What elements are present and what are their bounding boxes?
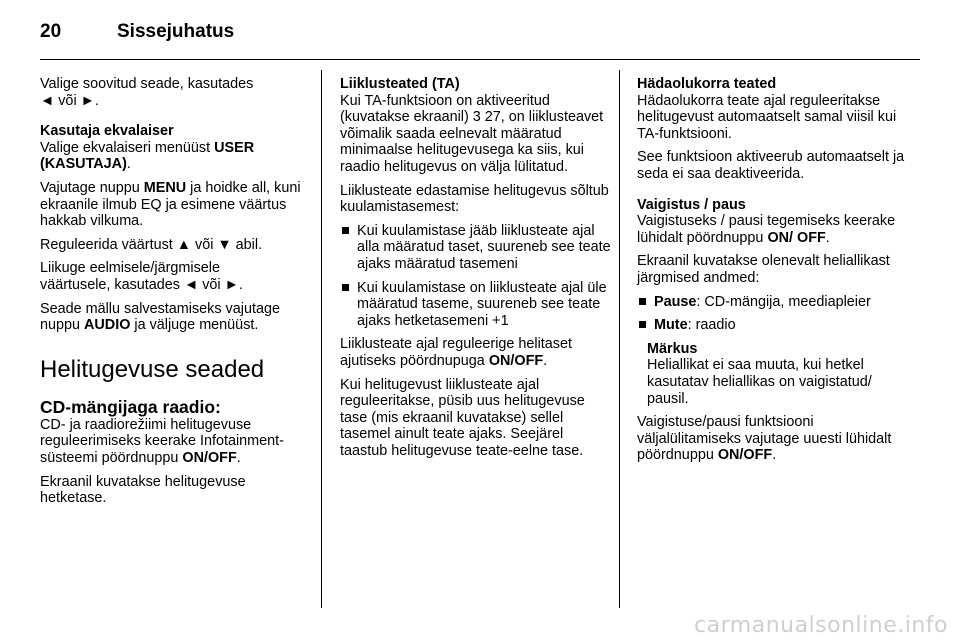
- bullet-icon: [639, 298, 646, 305]
- column-divider: [619, 70, 620, 608]
- bullet-icon: [639, 321, 646, 328]
- note-box: [637, 341, 917, 407]
- list-item: Pause: CD-mängija, meediapleier: [637, 294, 917, 311]
- paragraph: Vaigistuseks / pausi tegemiseks keerake lühidalt pöördnuppu ON/ OFF.: [637, 213, 896, 246]
- section-heading: Liiklusteated (TA): [340, 76, 460, 92]
- list-item: Kui kuulamistase on liiklusteate ajal üle määratud taseme, suureneb see teate ajaks hetketasemeni +1: [340, 280, 612, 330]
- paragraph: CD- ja raadiorežiimi helitugevuse reguleerimiseks keerake Infotainment-süsteemi pöördnuppu ON/OFF.: [40, 416, 284, 466]
- paragraph: Valige soovitud seade, kasutades ◄ või ►.: [40, 76, 254, 109]
- header-divider: [40, 59, 920, 60]
- column-left: [40, 76, 308, 514]
- section-title: Helitugevuse seaded: [40, 355, 265, 383]
- paragraph: Vaigistuse/pausi funktsiooni väljalülitamiseks vajutage uuesti lühidalt pöördnuppu ON/OFF.: [637, 414, 892, 464]
- paragraph: Liiklusteate edastamise helitugevus sõltub kuulamistasemest:: [340, 182, 609, 216]
- paragraph: Kui TA-funktsioon on aktiveeritud (kuvatakse ekraanil) 3 27, on liiklusteavet võimalik saada eelnevalt määratud minimaalse helitugevusega ka siis, kui raadio helitugevus on välja lülitatud.: [340, 92, 604, 175]
- page-reference: 3 27: [472, 109, 501, 126]
- page-number: 20: [40, 21, 62, 42]
- paragraph: Vajutage nuppu MENU ja hoidke all, kuni ekraanile ilmub EQ ja esimene väärtus hakkab vilkuma.: [40, 179, 301, 230]
- paragraph: Seade mällu salvestamiseks vajutage nuppu AUDIO ja väljuge menüüst.: [40, 300, 280, 334]
- subsection-heading: CD-mängijaga raadio:: [40, 396, 221, 417]
- column-right: [637, 76, 917, 471]
- section-heading: Vaigistus / paus: [637, 196, 746, 213]
- page-header: [40, 16, 234, 48]
- paragraph: Liiklusteate ajal reguleerige helitaset ajutiseks pöördnupuga ON/OFF.: [340, 336, 572, 369]
- paragraph: Ekraanil kuvatakse olenevalt heliallikast järgmised andmed:: [637, 253, 890, 286]
- column-middle: [340, 76, 612, 466]
- watermark: carmanualsonline.info: [694, 613, 948, 638]
- paragraph: Reguleerida väärtust ▲ või ▼ abil.: [40, 236, 263, 253]
- paragraph: See funktsioon aktiveerub automaatselt ja seda ei saa deaktiveerida.: [637, 149, 905, 182]
- page-title: Sissejuhatus: [117, 21, 235, 42]
- section-heading: Hädaolukorra teated: [637, 76, 777, 92]
- section-heading: Kasutaja ekvalaiser: [40, 123, 174, 140]
- column-divider: [321, 70, 322, 608]
- paragraph: Kui helitugevust liiklusteate ajal reguleeritakse, püsib uus helitugevuse tase (mis ekraanil kuvatakse) sellel tasemel ainult teate ajaks. Seejärel taastub helitugevuse teate-eelne tase.: [340, 376, 585, 459]
- paragraph: Valige ekvalaiseri menüüst USER (KASUTAJA).: [40, 139, 255, 173]
- paragraph: Liikuge eelmisele/järgmisele väärtusele, kasutades ◄ või ►.: [40, 260, 243, 293]
- paragraph: Hädaolukorra teate ajal reguleeritakse helitugevust automaatselt samal viisil kui TA-funktsiooni.: [637, 92, 897, 142]
- note-heading: Märkus: [647, 340, 698, 357]
- bullet-icon: [342, 227, 349, 234]
- bullet-icon: [342, 284, 349, 291]
- list-item: Mute: raadio: [637, 317, 917, 334]
- paragraph: Ekraanil kuvatakse helitugevuse hetketase.: [40, 473, 246, 507]
- list-item: Kui kuulamistase jääb liiklusteate ajal alla määratud taset, suureneb see teate ajaks määratud tasemeni: [340, 223, 612, 273]
- note-text: Heliallikat ei saa muuta, kui hetkel kasutatav heliallikas on vaigistatud/ pausil.: [647, 357, 872, 407]
